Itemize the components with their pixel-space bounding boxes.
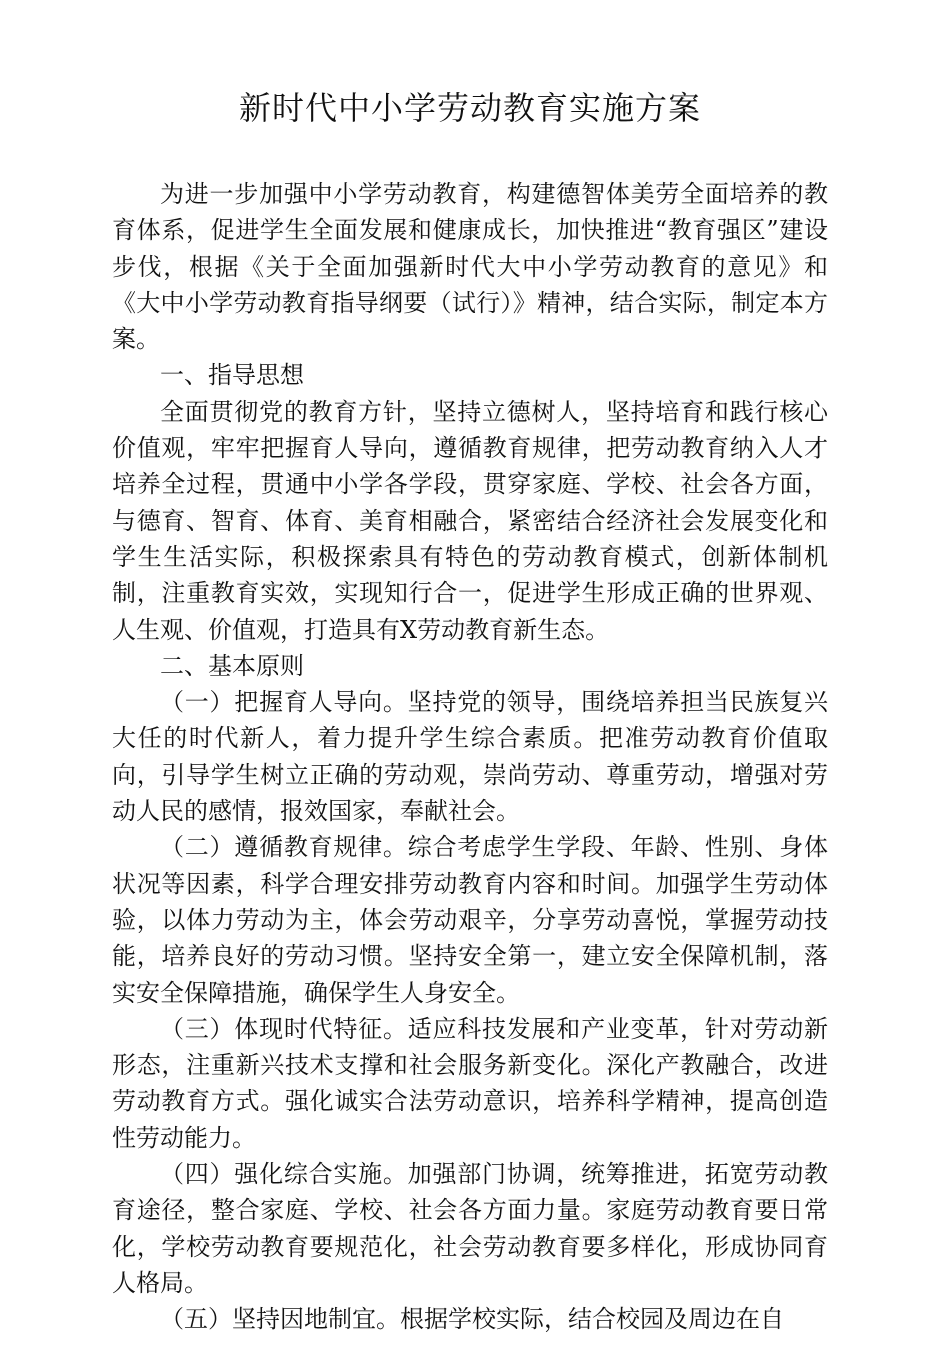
guiding-ideology-paragraph: 全面贯彻党的教育方针，坚持立德树人，坚持培育和践行核心价值观，牢牢把握育人导向，遵循教育规律，把劳动教育纳入人才培养全过程，贯通中小学各学段，贯穿家庭、学校、社会各方面，与德育、智育、体育、美育相融合，紧密结合经济社会发展变化和学生生活实际，积极探索具有特色的劳动教育模式，创新体制机制，注重教育实效，实现知行合一，促进学生形成正确的世界观、人生观、价值观，打造具有X劳动教育新生态。 — [112, 397, 828, 644]
principle-paragraph-1: （一）把握育人导向。坚持党的领导，围绕培养担当民族复兴大任的时代新人，着力提升学生综合素质。把准劳动教育价值取向，引导学生树立正确的劳动观，崇尚劳动、尊重劳动，增强对劳动人民的感情，报效国家，奉献社会。 — [112, 688, 828, 826]
document-title: 新时代中小学劳动教育实施方案 — [238, 89, 701, 127]
intro-paragraph: 为进一步加强中小学劳动教育，构建德智体美劳全面培养的教育体系，促进学生全面发展和健康成长，加快推进“教育强区”建设步伐，根据《关于全面加强新时代大中小学劳动教育的意见》和《大中小学劳动教育指导纲要（试行）》精神，结合实际，制定本方案。 — [112, 180, 828, 354]
section-heading-basic-principles: 二、基本原则 — [160, 651, 304, 680]
principle-paragraph-3: （三）体现时代特征。适应科技发展和产业变革，针对劳动新形态，注重新兴技术支撑和社会服务新变化。深化产教融合，改进劳动教育方式。强化诚实合法劳动意识，培养科学精神，提高创造性劳动能力。 — [112, 1014, 828, 1152]
principle-paragraph-2: （二）遵循教育规律。综合考虑学生学段、年龄、性别、身体状况等因素，科学合理安排劳动教育内容和时间。加强学生劳动体验，以体力劳动为主，体会劳动艰辛，分享劳动喜悦，掌握劳动技能，培养良好的劳动习惯。坚持安全第一，建立安全保障机制，落实安全保障措施，确保学生人身安全。 — [112, 833, 828, 1007]
principle-paragraph-4: （四）强化综合实施。加强部门协调，统筹推进，拓宽劳动教育途径，整合家庭、学校、社会各方面力量。家庭劳动教育要日常化，学校劳动教育要规范化，社会劳动教育要多样化，形成协同育人格局。 — [112, 1160, 828, 1297]
document-page — [112, 88, 828, 1338]
section-heading-guiding-ideology: 一、指导思想 — [160, 361, 304, 390]
principle-paragraph-5: （五）坚持因地制宜。根据学校实际，结合校园及周边在自 — [160, 1305, 784, 1334]
